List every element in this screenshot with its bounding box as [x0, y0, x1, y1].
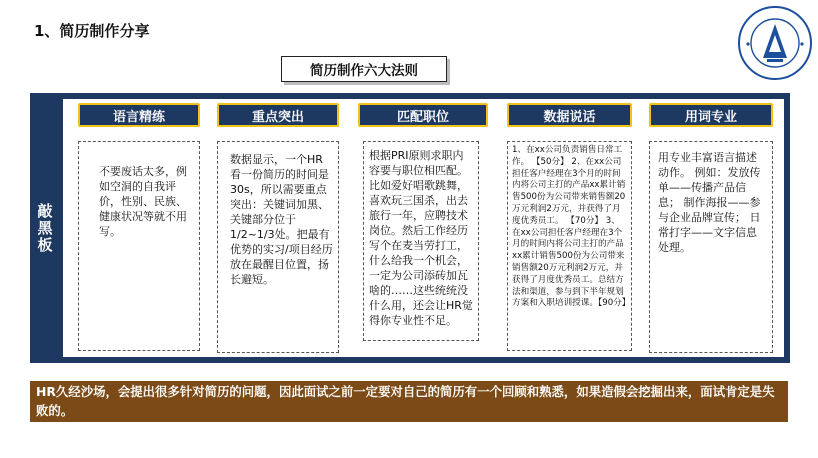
rule-heading-data: 数据说话	[507, 103, 632, 127]
rule-heading-focus: 重点突出	[217, 103, 339, 127]
rule-text-data: 1、在xx公司负责销售日常工作。 【50分】 2、在xx公司担任客户经理在3个月的时间内将公司主打的产品xx累计销售500份为公司带来销售额20万元利润2万元，并获得了月度优秀员工。 【70分】 3、在xx公司担任客户经理在3个月的时间内将公司主打的产品xx累计销售500份为公司带来销售额20万元利润2万元，并获得了月度优秀员工。总结方法和渠道，参与到下半年规划方案和入职培训授课。【90分】	[507, 141, 632, 351]
university-seal-icon	[736, 4, 814, 82]
rule-text-focus: 数据显示，一个HR看一份简历的时间是30s，所以需要重点突出：关键词加黑、关键部分位于1/2~1/3处。把最有优势的实习/项目经历放在最醒目位置，扬长避短。	[217, 141, 339, 353]
board-side-label	[30, 93, 60, 363]
rule-heading-terms: 用词专业	[649, 103, 773, 127]
board-side-text: 敲黑板	[35, 202, 54, 254]
slide-title: 1、简历制作分享	[34, 22, 150, 40]
blackboard-panel	[30, 93, 790, 363]
rule-column-language	[78, 99, 200, 357]
rule-heading-language: 语言精练	[78, 103, 200, 127]
rule-column-terms	[649, 99, 773, 357]
rule-column-match	[358, 99, 488, 357]
rules-banner: 简历制作六大法则	[281, 56, 447, 82]
rule-heading-match: 匹配职位	[358, 103, 488, 127]
rule-text-terms: 用专业丰富语言描述动作。 例如：发放传单——传播产品信息； 制作海报——参与企业品牌宣传； 日常打字——文字信息处理。	[649, 141, 773, 353]
rule-column-data	[507, 99, 632, 357]
board-content	[63, 99, 784, 357]
summary-note: HR久经沙场，会提出很多针对简历的问题，因此面试之前一定要对自己的简历有一个回顾和熟悉，如果造假会挖掘出来，面试肯定是失败的。	[30, 381, 788, 422]
rule-text-match: 根据PRI原则求职内容要与职位相匹配。比如爱好唱歌跳舞，喜欢玩三国杀，出去旅行一年，应聘技术岗位。然后工作经历写个在麦当劳打工，什么给我一个机会，一定为公司添砖加瓦啥的……这些统统没什么用，还会让HR觉得你专业性不足。	[363, 141, 479, 341]
rule-column-focus	[217, 99, 339, 357]
rule-text-language: 不要废话太多，例如空洞的自我评价，性别、民族、健康状况等就不用写。	[78, 141, 200, 351]
